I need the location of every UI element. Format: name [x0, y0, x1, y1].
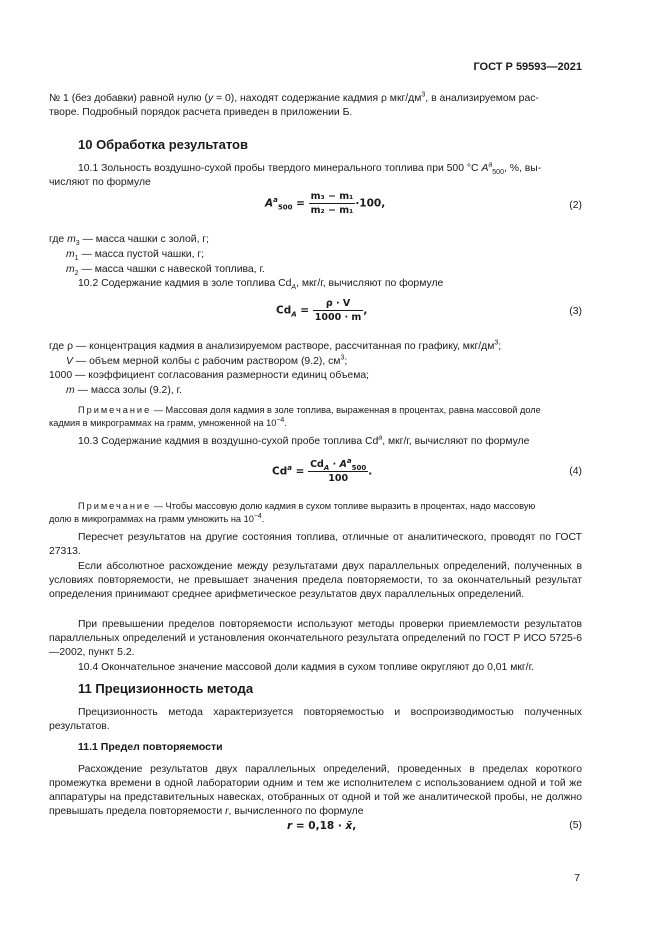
intro-y-symbol: y: [207, 93, 214, 104]
where3-prefix: где: [49, 341, 68, 352]
eq4-lhs-sup: a: [287, 464, 292, 472]
where3-1000-symbol: 1000: [49, 370, 73, 381]
intro-text-e: творе. Подробный порядок расчета приведен в приложении Б.: [49, 107, 353, 118]
repeat-r-symbol: r: [225, 806, 229, 817]
eq3-lhs-sub: A: [291, 310, 297, 319]
where3-rho-end: ;: [498, 341, 502, 352]
eq3-numerator: ρ · V: [313, 298, 364, 311]
paragraph-10-1: [49, 162, 582, 190]
note2-text-b: долю в микрограммах на грамм умножить на 10: [49, 514, 254, 524]
paragraph-exceed-repeatability: При превышении пределов повторяемости используют методы проверки приемлемости результатов параллельных определений и установления окончательного результата определений по ГОСТ Р ИСО 5725-6—2002, пункт 5.2.: [49, 619, 582, 658]
where-3-line-4: [66, 384, 182, 398]
p10-1-text-b: , %, вы-: [503, 163, 542, 174]
equation-3: [276, 298, 367, 323]
eq2-equals: =: [292, 197, 309, 210]
eq5-lhs: r: [287, 820, 293, 832]
eq4-fraction: [308, 456, 368, 484]
equation-4: [272, 456, 373, 484]
note2-sup: −4: [253, 512, 262, 520]
eq3-fraction: [313, 298, 364, 323]
p10-2-sub: A: [291, 284, 297, 292]
intro-paragraph: [49, 92, 582, 120]
eq2-denominator: m₂ − m₁: [310, 205, 354, 216]
paragraph-absolute-difference: Если абсолютное расхождение между результатами двух параллельных определений, полученных в условиях повторяемости, не превышает значения предела повторяемости, то за окончательный результат определения принимают среднее арифметическое результатов двух параллельных определений.: [49, 561, 582, 600]
intro-sup: 3: [421, 91, 426, 99]
note-1: [49, 404, 582, 430]
equation-3-number: (3): [569, 306, 582, 317]
where2-m2-sub: 2: [74, 270, 79, 278]
note2-text-a: — Чтобы массовую долю кадмия в сухом топливе выразить в процентах, надо массовую: [151, 501, 536, 511]
standard-header: ГОСТ Р 59593—2021: [473, 61, 582, 73]
p10-3-text-b: , мкг/г, вычисляют по формуле: [382, 436, 530, 447]
p10-1-sup: a: [488, 161, 493, 169]
equation-4-number: (4): [569, 466, 582, 477]
eq2-lhs-sub: 500: [277, 203, 293, 212]
intro-text-c: мкг/дм: [386, 93, 422, 104]
note1-sup: −4: [276, 416, 285, 424]
section-10-title: 10 Обработка результатов: [78, 137, 248, 152]
equation-2-number: (2): [569, 200, 582, 211]
where2-m1-sub: 1: [74, 255, 79, 263]
p10-2-text-a: 10.2 Содержание кадмия в золе топлива Cd: [78, 278, 292, 289]
eq2-fraction: [309, 191, 356, 216]
where2-m2-symbol: m: [66, 264, 75, 275]
note1-text-a: — Массовая доля кадмия в золе топлива, выраженная в процентах, равна массовой доле: [151, 405, 541, 415]
p10-2-text-b: , мкг/г, вычисляют по формуле: [296, 278, 444, 289]
equation-5-number: (5): [569, 820, 582, 831]
paragraph-recalc: Пересчет результатов на другие состояния топлива, отличные от аналитического, проводят по ГОСТ 27313.: [49, 532, 582, 557]
where-3-line-1: [49, 340, 501, 354]
note2-text-c: .: [261, 514, 265, 524]
intro-rho-symbol: ρ: [381, 93, 387, 104]
eq4-numerator: [308, 456, 368, 472]
paragraph-repeatability: [49, 763, 582, 819]
eq5-xbar: x̄: [345, 820, 353, 832]
intro-text-b: = 0), находят содержание кадмия: [213, 93, 381, 104]
eq4-tail: .: [368, 465, 373, 478]
note1-label: Примечание: [78, 405, 152, 415]
p10-1-symbol: A: [481, 163, 489, 174]
subsection-11-1-title: 11.1 Предел повторяемости: [78, 741, 223, 753]
where3-m-symbol: m: [66, 385, 75, 396]
p10-1-text-c: числяют по формуле: [49, 177, 151, 188]
equation-5: [287, 820, 356, 832]
eq2-numerator: m₃ − m₁: [310, 191, 354, 202]
where3-v-text: — объем мерной колбы с рабочим раствором (9.2), см: [72, 356, 341, 367]
repeat-text-a: Расхождение результатов двух параллельных определений, проведенных в пределах короткого промежутка времени в одной лаборатории одним и тем же исполнителем с использованием одной и той же аппаратуры на представительных навесках, отобранных от одной и той же аналитической пробы, не должно превышать предела повторяемости: [49, 764, 582, 817]
equation-2: [265, 191, 385, 216]
where-2-line-1: [49, 233, 209, 247]
note1-text-c: .: [284, 418, 287, 428]
eq2-lhs-sup: a: [273, 196, 278, 204]
eq4-num-cd: Cd: [310, 459, 324, 470]
where2-m1-text: — масса пустой чашки, г;: [78, 249, 205, 260]
eq5-tail: ,: [352, 820, 357, 832]
p10-1-text-a: 10.1 Зольность воздушно-сухой пробы твердого минерального топлива при 500 °С: [78, 163, 482, 174]
where-3-line-2: [66, 355, 347, 369]
p10-3-text-a: 10.3 Содержание кадмия в воздушно-сухой пробе топлива Cd: [78, 436, 379, 447]
eq3-tail: ,: [363, 304, 368, 317]
eq4-denominator: 100: [328, 473, 349, 484]
where3-rho-sup: 3: [494, 339, 499, 347]
where-2-line-2: [66, 248, 204, 262]
where2-m2-text: — масса чашки с навеской топлива, г.: [78, 264, 265, 275]
where3-rho-text: — концентрация кадмия в анализируемом растворе, рассчитанная по графику, мкг/дм: [72, 341, 495, 352]
section-11-title: 11 Прецизионность метода: [78, 681, 254, 696]
where2-m1-symbol: m: [66, 249, 75, 260]
where2-m3-text: — масса чашки с золой, г;: [79, 234, 210, 245]
paragraph-10-3: [78, 435, 529, 449]
eq3-equals: =: [296, 304, 313, 317]
eq4-lhs: Cd: [272, 465, 288, 478]
where3-v-sup: 3: [340, 354, 345, 362]
eq3-lhs: Cd: [276, 304, 292, 317]
where2-m3-sub: 3: [75, 240, 80, 248]
eq4-num-a-sup: a: [346, 456, 352, 465]
page-number: 7: [574, 873, 580, 884]
eq4-num-a-sub: 500: [351, 463, 367, 472]
p10-1-sub: 500: [492, 169, 504, 177]
intro-text-d: , в анализируемом рас-: [425, 93, 539, 104]
eq4-num-cd-sub: A: [323, 463, 330, 472]
note1-text-b: кадмия в микрограммах на грамм, умноженной на 10: [49, 418, 277, 428]
where-2-line-3: [66, 263, 265, 277]
note2-label: Примечание: [78, 501, 152, 511]
paragraph-10-4: 10.4 Окончательное значение массовой доли кадмия в сухом топливе округляют до 0,01 мкг/г.: [78, 662, 534, 673]
eq2-lhs-symbol: A: [265, 197, 274, 210]
eq2-tail: ·100,: [355, 197, 386, 210]
where-3-line-3: [49, 369, 369, 383]
intro-text-a: № 1 (без добавки) равной нулю (: [49, 93, 208, 104]
paragraph-10-2: [78, 277, 443, 291]
where3-v-end: ;: [344, 356, 348, 367]
eq4-num-a: A: [339, 459, 347, 470]
eq4-num-dot: ·: [329, 459, 340, 470]
paragraph-precision-intro: Прецизионность метода характеризуется повторяемостью и воспроизводимостью полученных результатов.: [49, 707, 582, 732]
where3-m-text: — масса золы (9.2), г.: [74, 385, 182, 396]
where2-prefix: где: [49, 234, 68, 245]
eq4-equals: =: [291, 465, 309, 478]
p10-3-sup: a: [378, 434, 383, 442]
where3-v-symbol: V: [66, 356, 73, 367]
where2-m3-symbol: m: [67, 234, 76, 245]
repeat-text-b: , вычисленного по формуле: [228, 806, 364, 817]
eq5-body: = 0,18 ·: [292, 820, 346, 832]
eq3-denominator: 1000 · m: [314, 312, 362, 323]
where3-rho-symbol: ρ: [67, 341, 73, 352]
where3-1000-text: — коэффициент согласования размерности единиц объема;: [72, 370, 370, 381]
note-2: [49, 500, 582, 526]
